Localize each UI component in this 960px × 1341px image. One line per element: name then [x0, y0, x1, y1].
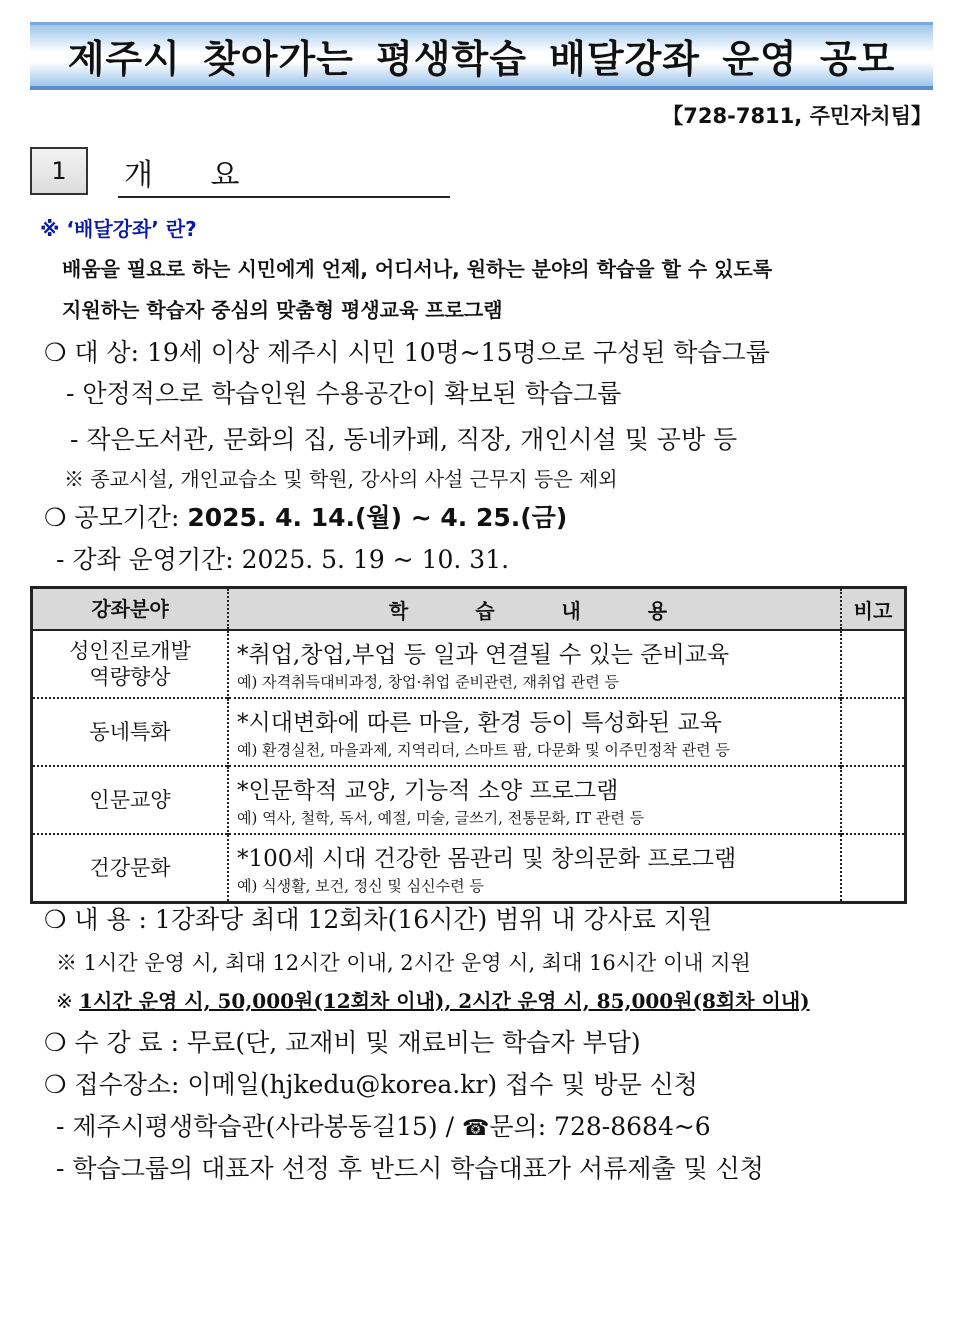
- row-main: *인문학적 교양, 기능적 소양 프로그램: [237, 778, 619, 804]
- row-example: 예) 자격취득대비과정, 창업·취업 준비관련, 재취업 관련 등: [237, 673, 620, 691]
- target-sub-1: - 안정적으로 학습인원 수용공간이 확보된 학습그룹: [66, 379, 622, 408]
- table-row: [32, 698, 906, 766]
- row-content: [228, 834, 841, 903]
- table-row: [32, 766, 906, 834]
- row-field-text: 인문교양: [89, 788, 171, 812]
- row-content: [228, 698, 841, 766]
- definition-line-2: 지원하는 학습자 중심의 맞춤형 평생교육 프로그램: [62, 298, 503, 322]
- period-sub: - 강좌 운영기간: 2025. 5. 19 ~ 10. 31.: [56, 545, 510, 574]
- row-note: [841, 834, 906, 903]
- period-bullet: [44, 498, 567, 534]
- definition-line-1: 배움을 필요로 하는 시민에게 언제, 어디서나, 원하는 분야의 학습을 할 수 있도록: [62, 257, 773, 281]
- section-number: 1: [30, 147, 88, 195]
- row-content: [228, 766, 841, 834]
- content-bullet: ❍ 내 용 : 1강좌당 최대 12회차(16시간) 범위 내 강사료 지원: [44, 905, 713, 934]
- row-note: [841, 698, 906, 766]
- section-title: 개 요: [118, 150, 450, 198]
- row-content: [228, 630, 841, 698]
- content-note-2-text: 1시간 운영 시, 50,000원(12회차 이내), 2시간 운영 시, 85,000원(8회차 이내): [79, 989, 810, 1013]
- contact-info: 【728-7811, 주민자치팀】: [662, 104, 932, 128]
- target-bullet: ❍ 대 상: 19세 이상 제주시 시민 10명~15명으로 구성된 학습그룹: [44, 338, 770, 367]
- table-row: [32, 834, 906, 903]
- row-note: [841, 766, 906, 834]
- row-field-text: 건강문화: [89, 856, 171, 880]
- fee-bullet: ❍ 수 강 료 : 무료(단, 교재비 및 재료비는 학습자 부담): [44, 1028, 641, 1057]
- table-header-row: [32, 588, 906, 631]
- header-content: 학 습 내 용: [228, 588, 841, 631]
- telephone-icon: ☎: [461, 1116, 490, 1141]
- reception-sub-2: - 학습그룹의 대표자 선정 후 반드시 학습대표가 서류제출 및 신청: [56, 1154, 764, 1183]
- reception-phone: 문의: 728-8684~6: [489, 1112, 711, 1141]
- row-field: [32, 698, 229, 766]
- reception-bullet: ❍ 접수장소: 이메일(hjkedu@korea.kr) 접수 및 방문 신청: [44, 1070, 698, 1099]
- row-example: 예) 환경실천, 마을과제, 지역리더, 스마트 팜, 다문화 및 이주민정착 관련 등: [237, 741, 730, 759]
- course-table: [30, 586, 907, 904]
- target-note: ※ 종교시설, 개인교습소 및 학원, 강사의 사설 근무지 등은 제외: [64, 467, 618, 491]
- row-example: 예) 식생활, 보건, 정신 및 심신수련 등: [237, 877, 484, 895]
- content-note-1: ※ 1시간 운영 시, 최대 12시간 이내, 2시간 운영 시, 최대 16시간 이내 지원: [56, 951, 751, 975]
- row-note: [841, 630, 906, 698]
- row-field: [32, 834, 229, 903]
- period-label: ❍ 공모기간:: [44, 503, 188, 532]
- header-note: 비고: [841, 588, 906, 631]
- row-main: *시대변화에 따른 마을, 환경 등이 특성화된 교육: [237, 710, 722, 736]
- header-field: 강좌분야: [32, 588, 229, 631]
- row-main: *100세 시대 건강한 몸관리 및 창의문화 프로그램: [237, 846, 737, 872]
- table-row: [32, 630, 906, 698]
- row-main: *취업,창업,부업 등 일과 연결될 수 있는 준비교육: [237, 642, 730, 668]
- row-field-text: 성인진로개발 역량향상: [69, 639, 191, 689]
- title-banner: [30, 22, 933, 90]
- reception-address: - 제주시평생학습관(사라봉동길15) /: [56, 1112, 462, 1141]
- row-field: [32, 766, 229, 834]
- content-note-2: [56, 985, 810, 1014]
- page-title: 제주시 찾아가는 평생학습 배달강좌 운영 공모: [67, 37, 896, 81]
- period-value: 2025. 4. 14.(월) ~ 4. 25.(금): [187, 503, 568, 532]
- row-field: [32, 630, 229, 698]
- definition-label: ※ ‘배달강좌’ 란?: [40, 217, 197, 241]
- row-field-text: 동네특화: [89, 720, 171, 744]
- content-note-2-mark: ※: [56, 989, 80, 1013]
- reception-sub-1: [56, 1107, 711, 1143]
- target-sub-2: - 작은도서관, 문화의 집, 동네카페, 직장, 개인시설 및 공방 등: [70, 425, 738, 454]
- row-example: 예) 역사, 철학, 독서, 예절, 미술, 글쓰기, 전통문화, IT 관련 등: [237, 809, 645, 827]
